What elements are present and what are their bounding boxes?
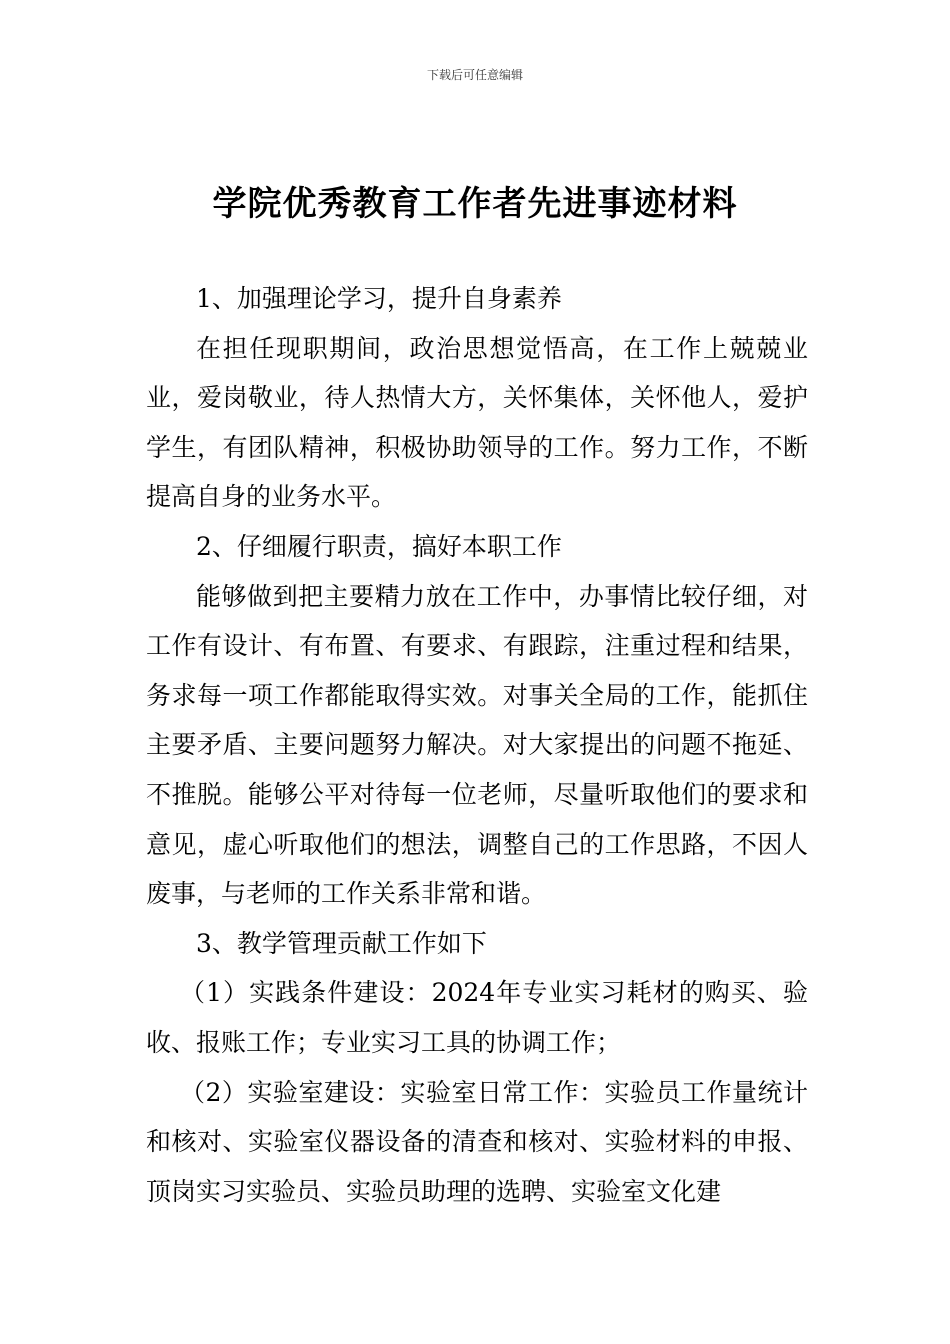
paragraph-2: 能够做到把主要精力放在工作中，办事情比较仔细，对工作有设计、有布置、有要求、有跟踪，注重过程和结果，务求每一项工作都能取得实效。对事关全局的工作，能抓住主要矛盾、主要问题努力解决。对大家提出的问题不拖延、不推脱。能够公平对待每一位老师，尽量听取他们的要求和意见，虚心听取他们的想法，调整自己的工作思路，不因人废事，与老师的工作关系非常和谐。 xyxy=(146,581,808,909)
section-heading-2: 2、仔细履行职责，搞好本职工作 xyxy=(196,531,562,561)
section-heading-1: 1、加强理论学习，提升自身素养 xyxy=(196,284,562,313)
section-heading-3: 3、教学管理贡献工作如下 xyxy=(196,928,487,958)
sub-item-1: （1）实践条件建设：2024年专业实习耗材的购买、验收、报账工作；专业实习工具的协调工作； xyxy=(146,978,808,1057)
page-header-note: 下载后可任意编辑 xyxy=(426,68,523,82)
document-body xyxy=(146,274,808,1216)
document-title: 学院优秀教育工作者先进事迹材料 xyxy=(212,184,738,224)
sub-item-2: （2）实验室建设：实验室日常工作：实验员工作量统计和核对、实验室仪器设备的清查和核对、实验材料的申报、顶岗实习实验员、实验员助理的选聘、实验室文化建 xyxy=(146,1077,808,1206)
paragraph-1: 在担任现职期间，政治思想觉悟高，在工作上兢兢业业，爱岗敬业，待人热情大方，关怀集体，关怀他人，爱护学生，有团队精神，积极协助领导的工作。努力工作，不断提高自身的业务水平。 xyxy=(146,333,808,512)
